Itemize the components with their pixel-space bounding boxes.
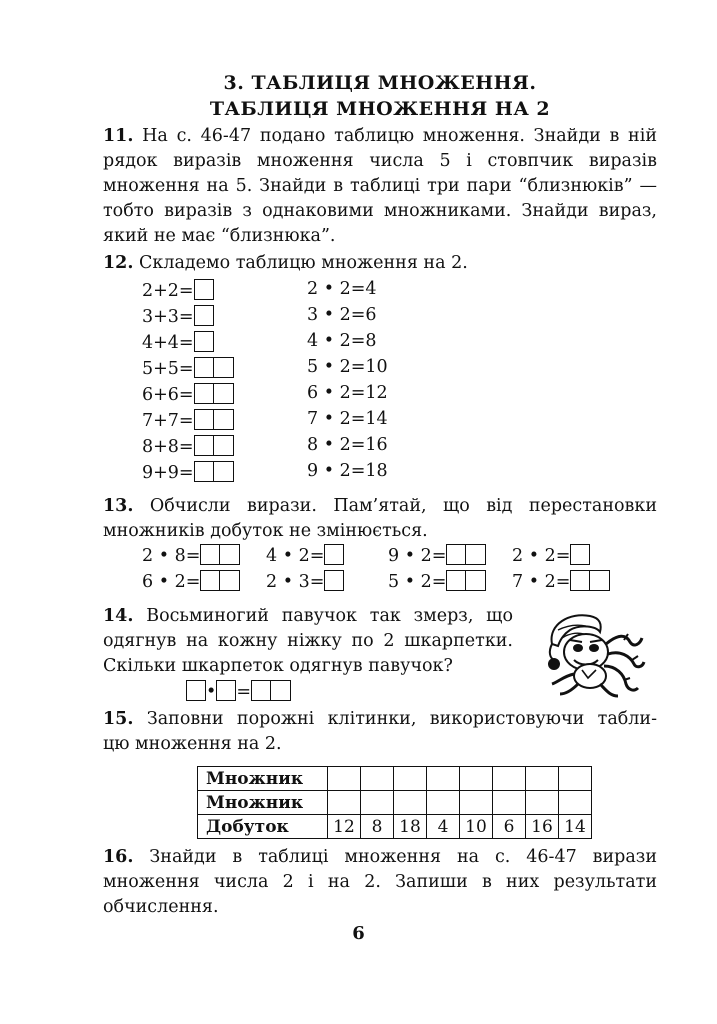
sum-row: 4+4= xyxy=(142,331,214,353)
expression: 7 • 2= xyxy=(512,570,610,592)
answer-box[interactable] xyxy=(194,461,234,482)
task-16: 16. Знайди в таблиці множення на с. 46-47 вирази множення числа 2 і на 2. Запиши в них результати обчислення. xyxy=(103,847,657,917)
task-number: 14. xyxy=(103,606,134,626)
answer-box[interactable] xyxy=(194,305,214,326)
answer-box[interactable] xyxy=(194,279,214,300)
task-11-line: 11. На с. 46-47 подано таблицю множення. Знайди в ній xyxy=(103,126,657,146)
row-label: Множник xyxy=(198,791,328,815)
answer-box[interactable] xyxy=(446,544,486,565)
table-cell[interactable] xyxy=(460,791,493,815)
task-11-line: рядок виразів множення числа 5 і стовпчик виразів xyxy=(103,151,657,171)
sum-row: 7+7= xyxy=(142,409,234,431)
product-row: 3 • 2=6 xyxy=(307,305,377,325)
sum-row: 9+9= xyxy=(142,461,234,483)
sum-row: 5+5= xyxy=(142,357,234,379)
table-cell: 12 xyxy=(328,815,361,839)
task-number: 13. xyxy=(103,496,134,516)
answer-box[interactable] xyxy=(194,383,234,404)
spider-in-hat-icon xyxy=(530,604,648,700)
product-row: 6 • 2=12 xyxy=(307,383,388,403)
answer-box[interactable] xyxy=(446,570,486,591)
expression: 4 • 2= xyxy=(266,544,344,566)
answer-box[interactable] xyxy=(200,570,240,591)
table-cell: 16 xyxy=(526,815,559,839)
task-12-text: Складемо таблицю множення на 2. xyxy=(139,253,468,273)
table-cell[interactable] xyxy=(328,791,361,815)
table-row xyxy=(198,767,592,791)
product-row: 7 • 2=14 xyxy=(307,409,388,429)
table-cell[interactable] xyxy=(559,767,592,791)
product-row: 8 • 2=16 xyxy=(307,435,388,455)
sum-row: 6+6= xyxy=(142,383,234,405)
product-row: 2 • 2=4 xyxy=(307,279,377,299)
product-row: 4 • 2=8 xyxy=(307,331,377,351)
table-cell[interactable] xyxy=(526,767,559,791)
answer-box[interactable] xyxy=(324,570,344,591)
task-14: 14. Восьминогий павучок так змерз, що одягнув на кожну ніжку по 2 шкарпетки. Скільки шкарпеток одягнув павучок? xyxy=(103,606,513,676)
page-number: 6 xyxy=(352,923,365,944)
table-cell[interactable] xyxy=(493,767,526,791)
table-cell[interactable] xyxy=(526,791,559,815)
task-number: 15. xyxy=(103,709,134,729)
row-label: Добуток xyxy=(198,815,328,839)
table-cell: 4 xyxy=(427,815,460,839)
table-cell: 14 xyxy=(559,815,592,839)
expression: 9 • 2= xyxy=(388,544,486,566)
table-cell[interactable] xyxy=(328,767,361,791)
expression: 2 • 8= xyxy=(142,544,240,566)
answer-box[interactable] xyxy=(194,357,234,378)
sum-row: 8+8= xyxy=(142,435,234,457)
answer-box[interactable] xyxy=(186,680,206,701)
answer-box[interactable] xyxy=(570,570,610,591)
table-cell: 18 xyxy=(394,815,427,839)
multiplication-table xyxy=(197,766,592,839)
table-cell: 8 xyxy=(361,815,394,839)
task-11-line: який не має “близнюка”. xyxy=(103,226,336,246)
table-cell[interactable] xyxy=(427,767,460,791)
table-cell[interactable] xyxy=(559,791,592,815)
expression: 2 • 2= xyxy=(512,544,590,566)
task-number: 11. xyxy=(103,126,134,146)
answer-box[interactable] xyxy=(194,409,234,430)
product-row: 9 • 2=18 xyxy=(307,461,388,481)
expression: 6 • 2= xyxy=(142,570,240,592)
table-row xyxy=(198,791,592,815)
task-14-equation: • = xyxy=(186,680,291,702)
section-subtitle: ТАБЛИЦЯ МНОЖЕННЯ НА 2 xyxy=(209,98,551,120)
table-cell: 6 xyxy=(493,815,526,839)
answer-box[interactable] xyxy=(194,435,234,456)
expression: 5 • 2= xyxy=(388,570,486,592)
task-11 xyxy=(103,124,657,249)
answer-box[interactable] xyxy=(200,544,240,565)
table-cell[interactable] xyxy=(394,791,427,815)
table-cell[interactable] xyxy=(361,767,394,791)
table-cell[interactable] xyxy=(361,791,394,815)
table-cell[interactable] xyxy=(460,767,493,791)
section-title: 3. ТАБЛИЦЯ МНОЖЕННЯ. xyxy=(223,72,537,94)
answer-box[interactable] xyxy=(216,680,236,701)
answer-box[interactable] xyxy=(194,331,214,352)
task-11-line: тобто виразів з однаковими множниками. Знайди вираз, xyxy=(103,201,657,221)
answer-box[interactable] xyxy=(570,544,590,565)
task-13: 13. Обчисли вирази. Пам’ятай, що від перестановки множників добуток не змінюється. xyxy=(103,496,657,541)
table-cell: 10 xyxy=(460,815,493,839)
sum-row: 3+3= xyxy=(142,305,214,327)
task-11-line: множення на 5. Знайди в таблиці три пари “близнюків” — xyxy=(103,176,657,196)
task-12 xyxy=(103,251,657,276)
answer-box[interactable] xyxy=(251,680,291,701)
table-cell[interactable] xyxy=(493,791,526,815)
product-row: 5 • 2=10 xyxy=(307,357,388,377)
row-label: Множник xyxy=(198,767,328,791)
task-number: 12. xyxy=(103,253,134,273)
table-cell[interactable] xyxy=(427,791,460,815)
expression: 2 • 3= xyxy=(266,570,344,592)
table-row xyxy=(198,815,592,839)
task-15: 15. Заповни порожні клітинки, використовуючи табли- цю множення на 2. xyxy=(103,709,657,754)
task-number: 16. xyxy=(103,847,134,867)
answer-box[interactable] xyxy=(324,544,344,565)
table-cell[interactable] xyxy=(394,767,427,791)
sum-row: 2+2= xyxy=(142,279,214,301)
